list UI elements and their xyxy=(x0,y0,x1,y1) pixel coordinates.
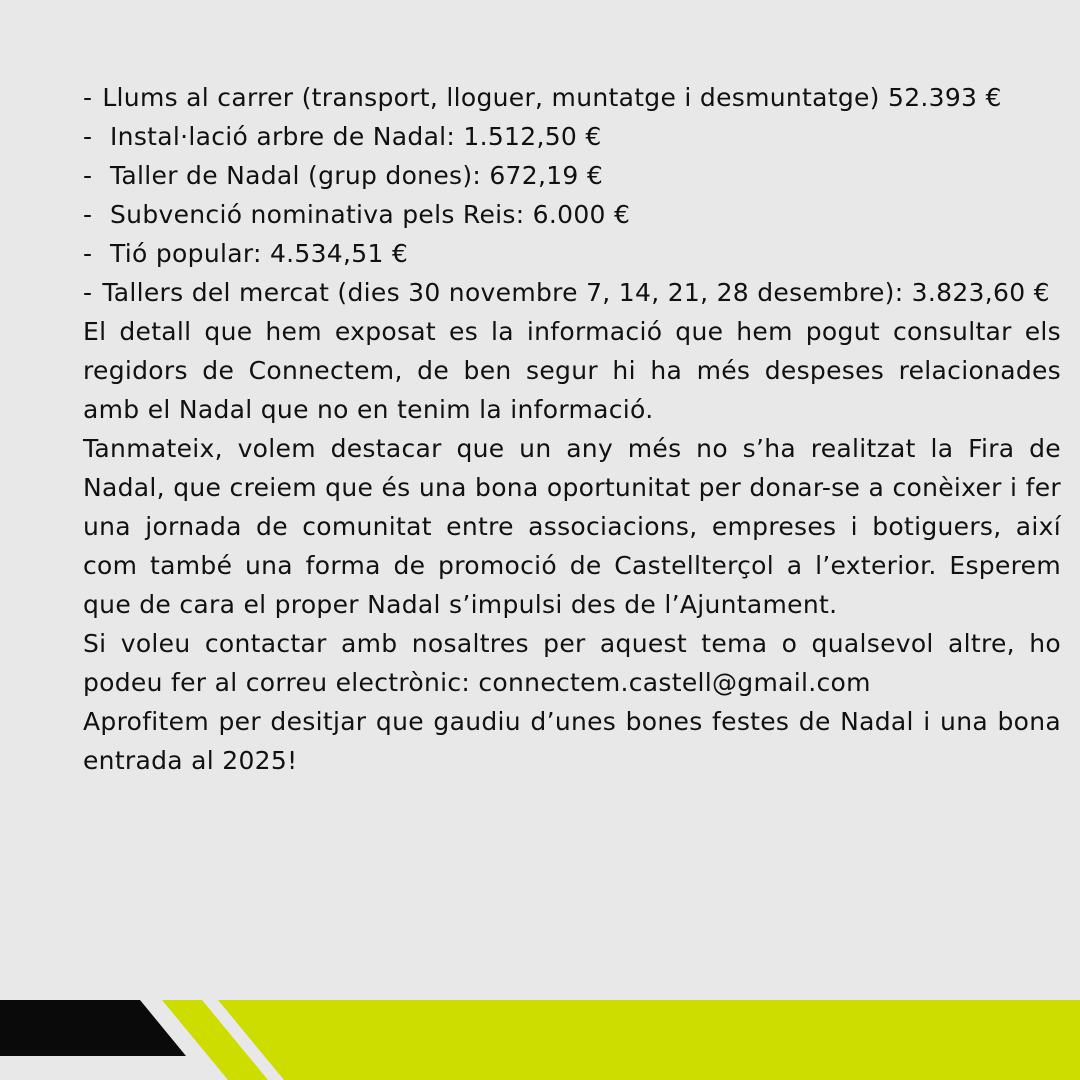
footer-banner xyxy=(0,1000,1080,1080)
list-item-text: Llums al carrer (transport, lloguer, muntatge i desmuntatge) 52.393 € xyxy=(102,83,1002,112)
list-dash: - xyxy=(83,239,93,268)
paragraph-fira: Tanmateix, volem destacar que un any més no s’ha realitzat la Fira de Nadal, que creiem que és una bona oportunitat per donar-se a conèixer i fer una jornada de comunitat entre associacions, empreses i botiguers, així com també una forma de promoció de Castellterçol a l’exterior. Esperem que de cara el proper Nadal s’impulsi des de l’Ajuntament. xyxy=(83,434,1061,619)
list-dash: - xyxy=(83,200,93,229)
list-item-text: Taller de Nadal (grup dones): 672,19 € xyxy=(110,161,604,190)
footer-stripes xyxy=(0,1000,1080,1080)
footer-lime-wide-stripe xyxy=(218,1000,1080,1080)
list-item-text: Tió popular: 4.534,51 € xyxy=(110,239,409,268)
paragraph-detail: El detall que hem exposat es la informació que hem pogut consultar els regidors de Connectem, de ben segur hi ha més despeses relacionades amb el Nadal que no en tenim la informació. xyxy=(83,317,1061,424)
list-dash: - xyxy=(83,161,93,190)
list-item xyxy=(83,195,1061,234)
list-item-text: Tallers del mercat (dies 30 novembre 7, 14, 21, 28 desembre): 3.823,60 € xyxy=(102,278,1050,307)
paragraph-contact: Si voleu contactar amb nosaltres per aquest tema o qualsevol altre, ho podeu fer al correu electrònic: connectem.castell@gmail.com xyxy=(83,629,1061,697)
list-item-text: Instal·lació arbre de Nadal: 1.512,50 € xyxy=(110,122,602,151)
list-dash: - xyxy=(83,122,93,151)
list-dash: - xyxy=(83,278,93,307)
paragraph-wishes: Aprofitem per desitjar que gaudiu d’unes bones festes de Nadal i una bona entrada al 2025! xyxy=(83,707,1061,775)
list-item xyxy=(83,117,1061,156)
list-item xyxy=(83,273,1061,312)
list-item xyxy=(83,156,1061,195)
list-dash: - xyxy=(83,83,93,112)
list-item xyxy=(83,78,1061,117)
list-item xyxy=(83,234,1061,273)
document-body xyxy=(83,78,1061,780)
list-item-text: Subvenció nominativa pels Reis: 6.000 € xyxy=(110,200,631,229)
